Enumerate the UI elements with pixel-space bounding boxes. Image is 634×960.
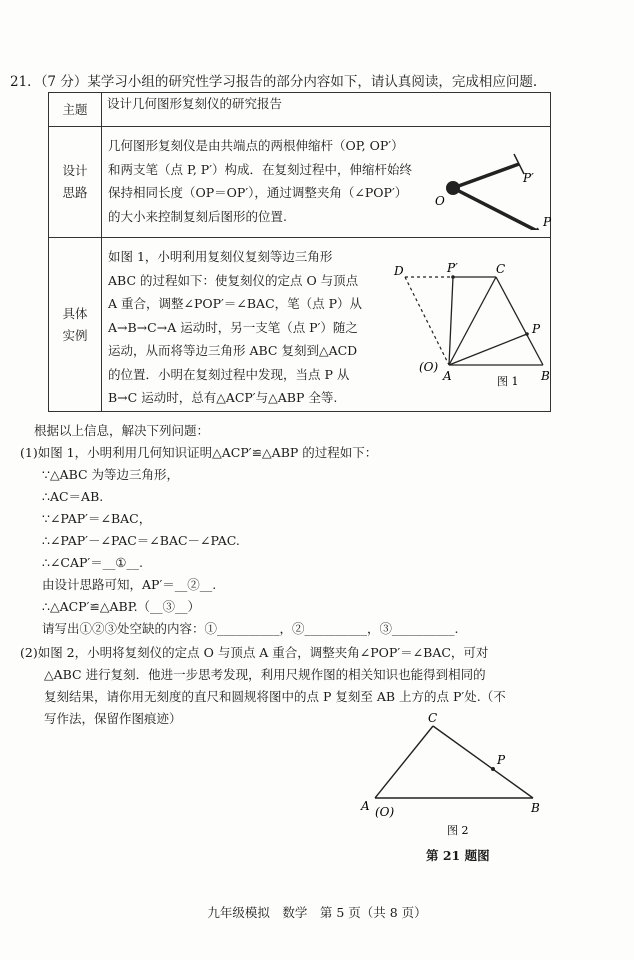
label-line: 具体: [62, 305, 88, 321]
question-number: 21．: [10, 74, 41, 90]
text-line: 保持相同长度（OP＝OP′），通过调整夹角（∠POP′）: [108, 185, 408, 200]
design-cell: [102, 127, 551, 238]
figure-2: [355, 708, 555, 848]
proof-line: ∴∠PAP′－∠PAC＝∠BAC－∠PAC.: [42, 533, 240, 548]
text-line: 和两支笔（点 P, P′）构成．在复刻过程中，伸缩杆始终: [108, 161, 413, 177]
part2-line: 复刻结果，请你用无刻度的直尺和圆规将图中的点 P 复刻至 AB 上方的点 P′处.（不: [44, 689, 506, 704]
text-line: 如图 1，小明利用复刻仪复刻等边三角形: [108, 249, 333, 264]
row-label-design: [49, 127, 102, 238]
text-line: 的大小来控制复刻后图形的位置.: [108, 208, 287, 224]
text-line: 的位置．小明在复刻过程中发现，当点 P 从: [108, 366, 350, 382]
segment-ac: [375, 726, 433, 798]
proof-line: ∵△ABC 为等边三角形，: [42, 467, 180, 482]
segment-ap-prime: [449, 277, 453, 365]
part2-line: (2)如图 2，小明将复刻仪的定点 O 与顶点 A 重合，调整夹角∠POP′＝∠BAC，可对: [20, 645, 489, 660]
label-a: A: [361, 799, 370, 813]
label-p: P: [497, 753, 506, 767]
question-header: [10, 70, 537, 90]
proof-line: 由设计思路可知，AP′＝__②__.: [42, 577, 217, 592]
label-p-prime: P′: [447, 261, 458, 275]
replicator-figure: [431, 130, 553, 230]
label-line: 实例: [62, 327, 88, 343]
figure-title: 第 21 题图: [426, 848, 490, 863]
segment-bc: [496, 277, 543, 365]
part2-line: 写作法，保留作图痕迹）: [44, 711, 182, 726]
part1-heading: (1)如图 1，小明利用几何知识证明△ACP′≌△ABP 的过程如下：: [20, 445, 378, 460]
label-o: (O): [375, 805, 395, 819]
label-line: 思路: [62, 185, 88, 200]
report-table: [48, 92, 551, 412]
proof-line: ∵∠PAP′＝∠BAC，: [42, 511, 152, 526]
segment-ap: [449, 334, 527, 365]
pivot-o: [446, 181, 460, 195]
point-p: [491, 767, 495, 771]
table-row: [49, 93, 551, 127]
label-d: D: [394, 264, 404, 278]
label-b: B: [531, 801, 540, 815]
part2-line: △ABC 进行复刻．他进一步思考发现，利用尺规作图的相关知识也能得到相同的: [44, 667, 486, 682]
label-p: P: [543, 215, 552, 229]
segment-bc: [433, 726, 533, 798]
proof-line: ∴AC＝AB.: [42, 489, 104, 504]
label-line: 设计: [62, 163, 88, 178]
text-line: 几何图形复刻仪是由共端点的两根伸缩杆（OP, OP′）: [108, 138, 404, 153]
rod-op: [453, 188, 543, 230]
label-c: C: [428, 711, 438, 725]
row-label-topic: 主题: [49, 93, 102, 127]
blank-request-line: 请写出①②③处空缺的内容：①__________，②__________，③__________.: [42, 621, 459, 636]
proof-line: ∴∠CAP′＝__①__.: [42, 555, 143, 570]
label-o: O: [435, 194, 445, 208]
label-a: A: [443, 369, 452, 383]
label-b: B: [541, 369, 550, 383]
point-p-prime: [451, 275, 455, 279]
question-text: （7 分）某学习小组的研究性学习报告的部分内容如下，请认真阅读，完成相应问题.: [40, 74, 538, 90]
figure-2-caption: 图 2: [447, 824, 469, 837]
table-row: [49, 127, 551, 238]
row-label-example: [49, 238, 102, 412]
example-cell: [102, 238, 551, 412]
segment-ac: [449, 277, 496, 365]
figure-1: [391, 261, 561, 411]
label-p: P: [532, 322, 541, 336]
figure-1-caption: 图 1: [497, 375, 519, 388]
proof-line: ∴△ACP′≌△ABP.（__③__）: [42, 599, 201, 614]
dashed-da: [405, 277, 449, 365]
text-line: ABC 的过程如下：使复刻仪的定点 O 与顶点: [108, 272, 359, 288]
label-o: (O): [419, 360, 439, 374]
topic-text: 设计几何图形复刻仪的研究报告: [102, 93, 551, 127]
point-p: [525, 332, 529, 336]
text-line: B→C 运动时，总有△ACP′与△ABP 全等.: [108, 390, 338, 405]
label-p-prime: P′: [523, 171, 534, 185]
page-footer: 九年级模拟 数学 第 5 页（共 8 页）: [207, 905, 427, 920]
label-c: C: [496, 262, 506, 276]
text-line: 运动，从而将等边三角形 ABC 复刻到△ACD: [108, 343, 358, 358]
table-row: [49, 238, 551, 412]
text-line: A→B→C→A 运动时，另一支笔（点 P′）随之: [108, 319, 358, 335]
intro-text: 根据以上信息，解决下列问题：: [34, 423, 210, 438]
text-line: A 重合，调整∠POP′＝∠BAC，笔（点 P）从: [108, 296, 363, 311]
rod-op-prime: [453, 164, 519, 188]
